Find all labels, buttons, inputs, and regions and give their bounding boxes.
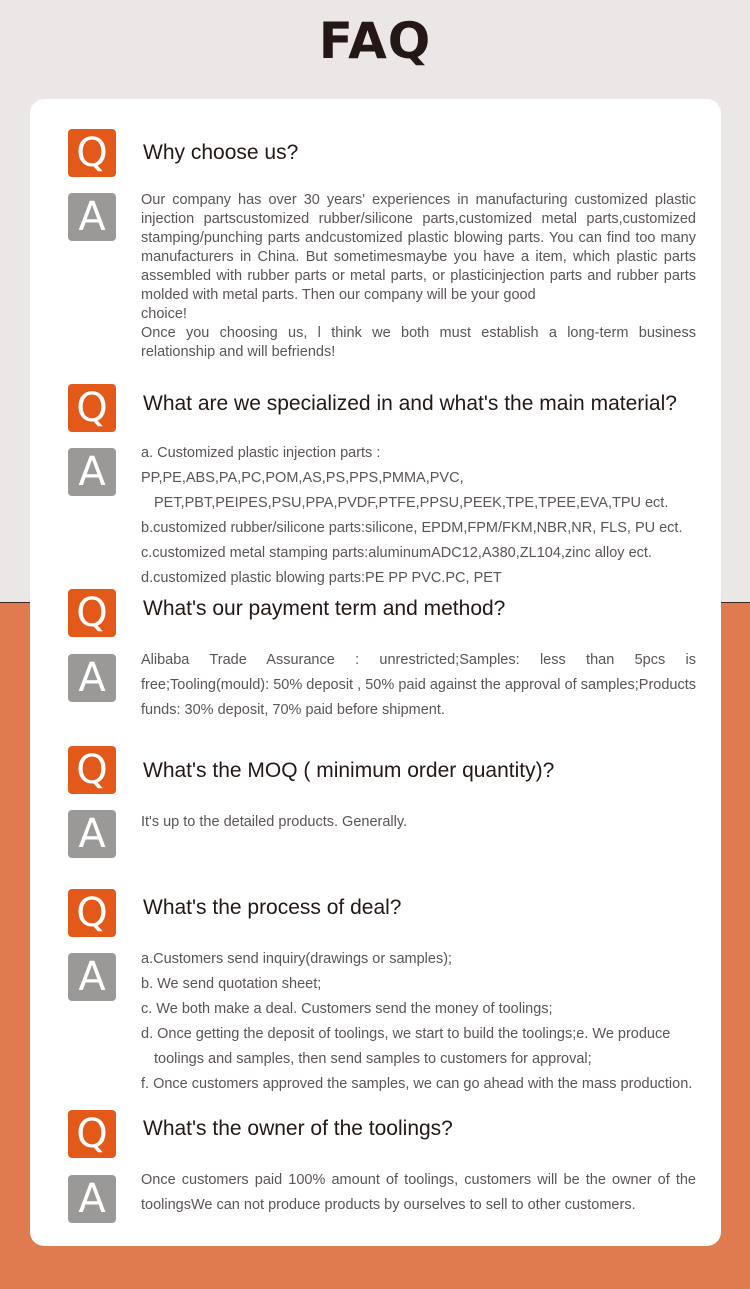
answer-line: a. Customized plastic injection parts : PP,PE,ABS,PA,PC,POM,AS,PS,PPS,PMMA,PVC, <box>141 445 464 486</box>
answer-line: a.Customers send inquiry(drawings or samples); <box>141 951 453 967</box>
answer-line: toolings and samples, then send samples to customers for approval; <box>154 1051 592 1067</box>
faq-question: What's the MOQ ( minimum order quantity)? <box>143 759 555 782</box>
faq-answer <box>141 810 696 835</box>
answer-line: b.customized rubber/silicone parts:silicone, EPDM,FPM/FKM,NBR,NR, FLS, PU ect. <box>141 520 683 536</box>
answer-line: d. Once getting the deposit of toolings, we start to build the toolings;e. We produce <box>141 1026 671 1042</box>
faq-question: What's the owner of the toolings? <box>143 1117 453 1140</box>
q-badge-icon: Q <box>68 129 116 177</box>
q-badge-icon: Q <box>68 889 116 937</box>
faq-answer <box>141 1168 696 1218</box>
faq-question: Why choose us? <box>143 141 299 164</box>
faq-answer <box>141 191 696 362</box>
q-badge-icon: Q <box>68 589 116 637</box>
answer-line: c. We both make a deal. Customers send the money of toolings; <box>141 1001 553 1017</box>
faq-card <box>30 99 721 1246</box>
faq-question: What's our payment term and method? <box>143 597 506 620</box>
answer-line: Our company has over 30 years' experiences in manufacturing customized plastic injection partscustomized rubber/silicone parts,customized metal parts,customized stamping/punching parts andcustomized plastic blowing parts. You can find too many manufacturers in China. But sometimesmaybe you have a item, which plastic parts assembled with rubber parts or metal parts, or plasticinjection parts and rubber parts molded with metal parts. Then our company will be your good <box>141 192 696 303</box>
answer-line: d.customized plastic blowing parts:PE PP PVC.PC, PET <box>141 570 502 586</box>
answer-line: Once you choosing us, l think we both must establish a long-term business relationship and will befriends! <box>141 325 696 360</box>
answer-line: Once customers paid 100% amount of toolings, customers will be the owner of the toolingsWe can not produce products by ourselves to sell to other customers. <box>141 1172 696 1213</box>
faq-answer <box>141 648 696 723</box>
faq-answer <box>141 947 696 1097</box>
a-badge-icon: A <box>68 953 116 1001</box>
a-badge-icon: A <box>68 654 116 702</box>
faq-answer <box>141 441 696 591</box>
answer-line: b. We send quotation sheet; <box>141 976 322 992</box>
page-title: FAQ <box>318 12 432 70</box>
a-badge-icon: A <box>68 1175 116 1223</box>
q-badge-icon: Q <box>68 384 116 432</box>
a-badge-icon: A <box>68 193 116 241</box>
q-badge-icon: Q <box>68 1110 116 1158</box>
faq-question: What are we specialized in and what's the main material? <box>143 392 677 415</box>
answer-line: c.customized metal stamping parts:aluminumADC12,A380,ZL104,zinc alloy ect. <box>141 545 652 561</box>
answer-line: choice! <box>141 306 187 322</box>
a-badge-icon: A <box>68 448 116 496</box>
answer-line: It's up to the detailed products. Generally. <box>141 814 408 830</box>
answer-line: PET,PBT,PEIPES,PSU,PPA,PVDF,PTFE,PPSU,PEEK,TPE,TPEE,EVA,TPU ect. <box>154 495 669 511</box>
answer-line: Alibaba Trade Assurance : unrestricted;Samples: less than 5pcs is free;Tooling(mould): 50% deposit , 50% paid against the approval of samples;Products funds: 30% deposit, 70% paid before shipment. <box>141 652 696 718</box>
faq-question: What's the process of deal? <box>143 896 402 919</box>
a-badge-icon: A <box>68 810 116 858</box>
q-badge-icon: Q <box>68 746 116 794</box>
answer-line: f. Once customers approved the samples, we can go ahead with the mass production. <box>141 1076 693 1092</box>
